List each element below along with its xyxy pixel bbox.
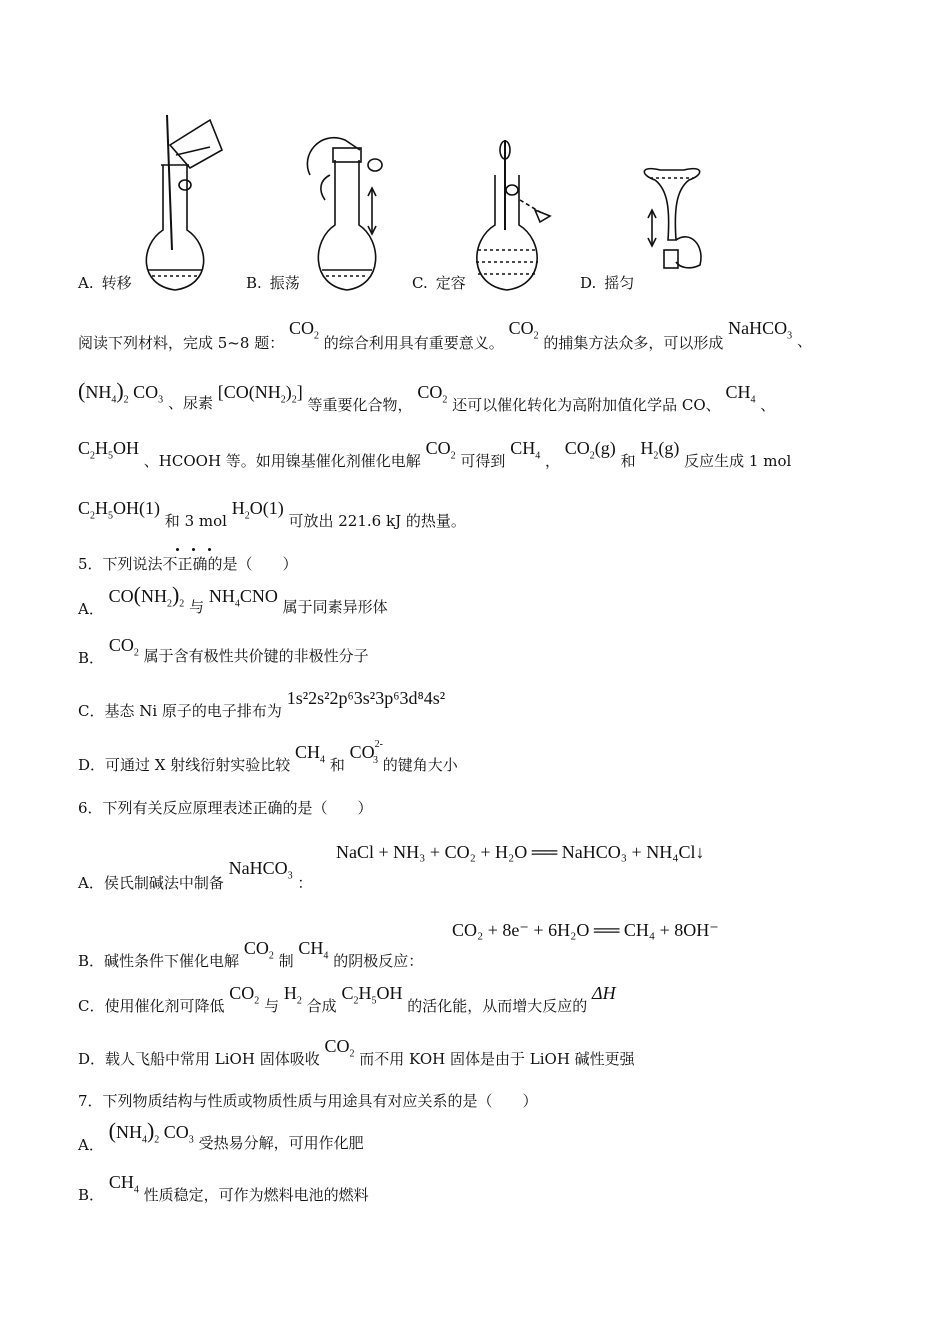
q5-option-a: A． $CO(NH_2)_2$ 与 $NH_4CNO$ 属于同素异形体 xyxy=(78,582,388,618)
q5-option-b: B． $CO_2$ 属于含有极性共价键的非极性分子 xyxy=(78,635,369,667)
q5-option-d: D．可通过 X 射线衍射实验比较 $CH_4$ 和 $CO^{2-}_3$ 的键角大小 xyxy=(78,739,458,774)
emphasis-dot xyxy=(192,548,195,551)
passage-line-4: $C_2H_5OH(1)$ 和 3 mol $H_2O(1)$ 可放出 221.6 kJ 的热量。 xyxy=(78,498,466,530)
equation-cathode: CO₂ + 8e⁻ + 6H₂O ══ CH₄ + 8OH⁻ xyxy=(452,920,719,940)
q5-option-c: C．基态 Ni 原子的电子排布为 1s²2s²2p⁶3s²3p⁶3d⁸4s² xyxy=(78,688,446,720)
q6-option-c: C．使用催化剂可降低 $CO_2$ 与 $H_2$ 合成 $C_2H_5OH$ 的活化能，从而增大反应的 ΔH xyxy=(78,983,616,1015)
q7-stem: 7．下列物质结构与性质或物质性质与用途具有对应关系的是（ ） xyxy=(78,1092,538,1110)
q6-stem: 6．下列有关反应原理表述正确的是（ ） xyxy=(78,799,373,817)
equation-solvay: NaCl + NH₃ + CO₂ + H₂O ══ NaHCO₃ + NH₄Cl↓ xyxy=(336,842,705,862)
option-b: B. 振荡 xyxy=(246,274,300,292)
q6-option-a: A．侯氏制碱法中制备 NaHCO$_3$ ： xyxy=(78,858,313,892)
volume-flask-icon xyxy=(476,140,550,290)
lab-figure xyxy=(0,0,950,300)
q6-option-b: B．碱性条件下催化电解 $CO_2$ 制 $CH_4$ 的阴极反应： xyxy=(78,938,424,970)
option-c: C. 定容 xyxy=(412,274,466,292)
q7-option-a: A． $(NH_4)_2$ $CO_3$ 受热易分解，可用作化肥 xyxy=(78,1118,364,1154)
passage-line-3: $C_2H_5OH$ 、HCOOH 等。如用镍基催化剂催化电解 $CO_2$ 可得到 $CH_4$ ， $CO_2(g)$ 和 $H_2(g)$ 反应生成 1 mol xyxy=(78,438,792,470)
emphasis-dot xyxy=(208,548,211,551)
q7-option-b: B． $CH_4$ 性质稳定，可作为燃料电池的燃料 xyxy=(78,1172,369,1204)
passage-line-1: 阅读下列材料，完成 5~8 题： $CO_2$ 的综合利用具有重要意义。 $CO_2$ 的捕集方法众多，可以形成 NaHCO$_3$ 、 xyxy=(78,318,812,352)
shake-flask-icon xyxy=(307,138,382,290)
option-d: D. 摇匀 xyxy=(580,274,635,292)
transfer-flask-icon xyxy=(146,115,222,290)
passage-line-2: $(NH_4)_2$ $CO_3$ 、尿素 $[CO(NH_2)_2]$ 等重要化合物， $CO_2$ 还可以催化转化为高附加值化学品 CO、 $CH_4$ 、 xyxy=(78,378,776,414)
option-a: A. 转移 xyxy=(78,274,132,292)
emphasis-dot xyxy=(176,548,179,551)
q6-option-d: D．载人飞船中常用 LiOH 固体吸收 $CO_2$ 而不用 KOH 固体是由于 LiOH 碱性更强 xyxy=(78,1036,635,1068)
invert-flask-icon xyxy=(644,169,701,268)
q5-stem: 5．下列说法不正确的是（ ） xyxy=(78,555,298,573)
